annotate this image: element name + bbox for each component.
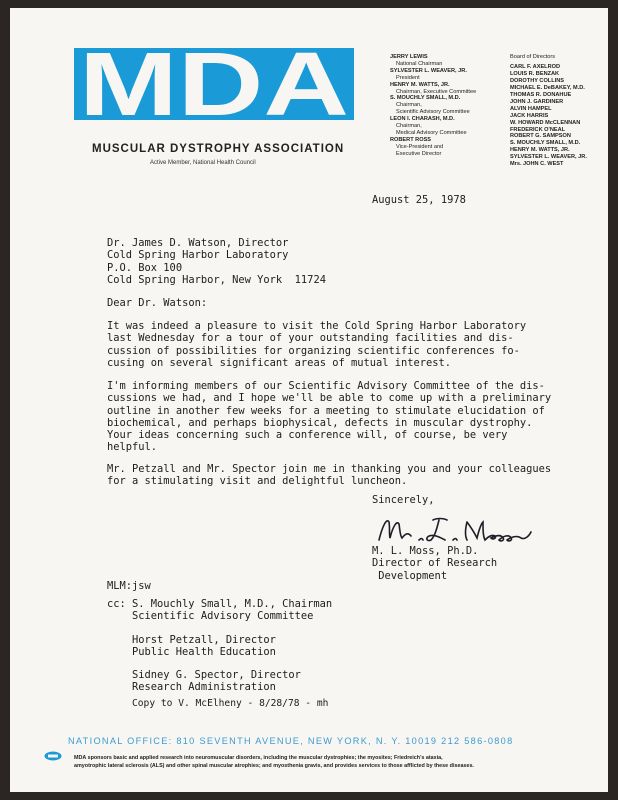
director-name: DOROTHY COLLINS bbox=[510, 78, 564, 85]
recipient-line: Dr. James D. Watson, Director bbox=[107, 237, 289, 249]
signer-line: Development bbox=[372, 569, 448, 582]
paragraph-1 bbox=[107, 320, 526, 369]
cc-line: Horst Petzall, Director bbox=[132, 633, 276, 646]
closing: Sincerely, bbox=[372, 494, 435, 506]
salutation: Dear Dr. Watson: bbox=[107, 297, 208, 309]
officer-name: ROBERT ROSS bbox=[390, 136, 432, 143]
typist-initials: MLM:jsw bbox=[107, 580, 151, 592]
board-title: Board of Directors bbox=[510, 54, 556, 60]
director-name: JOHN J. GARDINER bbox=[510, 98, 564, 105]
officer-role: Chairman, bbox=[396, 102, 422, 109]
officer-name: JERRY LEWIS bbox=[390, 54, 428, 60]
director-name: MICHAEL E. DeBAKEY, M.D. bbox=[510, 85, 585, 92]
cc-list bbox=[132, 598, 332, 694]
director-name: S. MOUCHLY SMALL, M.D. bbox=[510, 140, 581, 147]
paragraph-line: It was indeed a pleasure to visit the Cold Spring Harbor Laboratory bbox=[107, 320, 527, 332]
mda-small-logo-icon bbox=[44, 751, 62, 761]
paragraph-line: cusing on several significant areas of mutual interest. bbox=[107, 356, 452, 369]
cc-recipient bbox=[132, 598, 332, 623]
director-name: Mrs. JOHN C. WEST bbox=[510, 161, 564, 168]
org-name: MUSCULAR DYSTROPHY ASSOCIATION bbox=[92, 143, 345, 155]
officer-role: Chairman, bbox=[396, 123, 422, 130]
cc-recipient bbox=[132, 634, 332, 659]
copy-note: Copy to V. McElheny - 8/28/78 - mh bbox=[132, 698, 329, 709]
paragraph-line: for a stimulating visit and delightful luncheon. bbox=[107, 475, 408, 488]
recipient-address bbox=[107, 237, 326, 286]
paragraph-line: Mr. Petzall and Mr. Spector join me in thanking you and your colleagues bbox=[107, 463, 552, 475]
paragraph-line: last Wednesday for a tour of your outstanding facilities and dis- bbox=[107, 332, 514, 345]
mission-line-1: MDA sponsors basic and applied research into neuromuscular disorders, including the muscular dystrophies; the myosites; Friedreich's ataxia, bbox=[74, 755, 443, 761]
paragraph-line: cussions we had, and I hope we'll be able to come up with a preliminary bbox=[107, 392, 552, 405]
signer-line: M. L. Moss, Ph.D. bbox=[372, 545, 479, 557]
director-name: SYLVESTER L. WEAVER, JR. bbox=[510, 154, 587, 161]
officer-role: Executive Director bbox=[396, 150, 442, 157]
mda-logo-text: MDA bbox=[79, 48, 349, 120]
cc-line: Public Health Education bbox=[132, 645, 276, 658]
cc-line: S. Mouchly Small, M.D., Chairman bbox=[132, 598, 333, 610]
paragraph-line: I'm informing members of our Scientific Advisory Committee of the dis- bbox=[107, 380, 545, 392]
recipient-line: Cold Spring Harbor, New York 11724 bbox=[107, 273, 326, 286]
director-name: LOUIS R. BENZAK bbox=[510, 71, 560, 78]
cc-label: cc: bbox=[107, 598, 126, 610]
signer-line: Director of Research bbox=[372, 557, 498, 570]
officer-role: President bbox=[396, 74, 420, 81]
signer-block bbox=[372, 545, 497, 582]
officer-name: HENRY M. WATTS, JR. bbox=[390, 81, 450, 88]
national-office-address: NATIONAL OFFICE: 810 SEVENTH AVENUE, NEW YORK, N. Y. 10019 212 586-0808 bbox=[68, 736, 514, 746]
officer-role: Chairman, Executive Committee bbox=[396, 88, 477, 95]
officer-role: National Chairman bbox=[396, 60, 443, 67]
board-of-directors bbox=[510, 54, 610, 168]
director-name: HENRY M. WATTS, JR. bbox=[510, 147, 570, 154]
paragraph-line: biochemical, and perhaps biophysical, defects in muscular dystrophy. bbox=[107, 416, 533, 429]
letter-page bbox=[10, 8, 608, 792]
director-name: W. HOWARD McCLENNAN bbox=[510, 119, 581, 126]
letter-date: August 25, 1978 bbox=[372, 194, 466, 206]
paragraph-2 bbox=[107, 380, 551, 454]
director-name: CARL F. AXELROD bbox=[510, 64, 561, 71]
officers-list bbox=[390, 54, 502, 158]
paragraph-3 bbox=[107, 463, 551, 488]
mda-logo bbox=[74, 48, 354, 120]
paragraph-line: cussion of possibilities for organizing scientific conferences fo- bbox=[107, 344, 520, 357]
director-name: FREDERICK O'NEAL bbox=[510, 126, 566, 133]
officer-name: SYLVESTER L. WEAVER, JR. bbox=[390, 67, 467, 74]
mda-mission-note bbox=[74, 754, 589, 770]
cc-line: Research Administration bbox=[132, 681, 276, 694]
cc-line: Sidney G. Spector, Director bbox=[132, 669, 301, 682]
org-member-note: Active Member, National Health Council bbox=[150, 160, 256, 166]
cc-recipient bbox=[132, 669, 332, 694]
cc-line: Scientific Advisory Committee bbox=[132, 610, 314, 623]
paragraph-line: Your ideas concerning such a conference will, of course, be very bbox=[107, 429, 508, 442]
director-name: JACK HARRIS bbox=[510, 112, 549, 119]
officer-role: Medical Advisory Committee bbox=[396, 129, 467, 136]
paragraph-line: helpful. bbox=[107, 441, 158, 454]
officer-name: S. MOUCHLY SMALL, M.D. bbox=[390, 95, 461, 102]
director-name: ROBERT G. SAMPSON bbox=[510, 133, 571, 140]
mission-line-2: amyotrophic lateral sclerosis (ALS) and other spinal muscular atrophies; and myosthenia gravis, and provides services to those afflicted by these diseases. bbox=[74, 763, 474, 769]
handwritten-signature bbox=[375, 510, 535, 546]
officer-role: Scientific Advisory Committee bbox=[396, 109, 470, 116]
officer-role: Vice-President and bbox=[396, 143, 444, 150]
paragraph-line: outline in another few weeks for a meeting to stimulate elucidation of bbox=[107, 404, 545, 417]
recipient-line: P.O. Box 100 bbox=[107, 261, 183, 274]
recipient-line: Cold Spring Harbor Laboratory bbox=[107, 249, 289, 262]
director-name: ALVIN HAMPEL bbox=[510, 105, 552, 112]
director-name: THOMAS R. DONAHUE bbox=[510, 92, 572, 99]
officer-name: LEON I. CHARASH, M.D. bbox=[390, 116, 455, 123]
